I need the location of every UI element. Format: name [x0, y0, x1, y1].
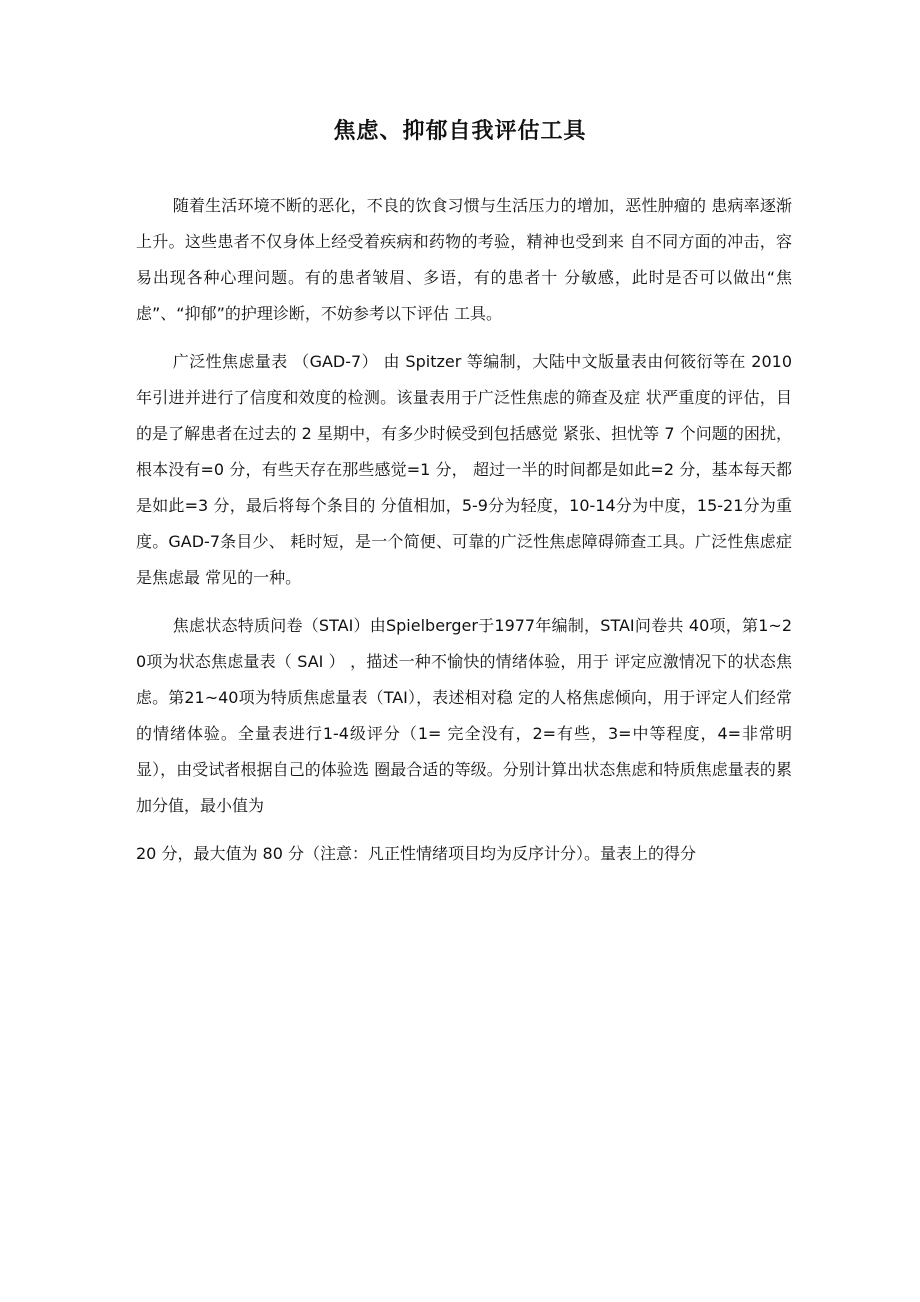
document-body — [136, 188, 792, 884]
paragraph-intro: 随着生活环境不断的恶化，不良的饮食习惯与生活压力的增加，恶性肿瘤的 患病率逐渐上升。这些患者不仅身体上经受着疾病和药物的考验，精神也受到来 自不同方面的冲击，容易出现各种心理问题。有的患者皱眉、多语，有的患者十 分敏感，此时是否可以做出“焦虑”、“抑郁”的护理诊断，不妨参考以下评估 工具。 — [136, 196, 792, 323]
paragraph-score-range: 20 分，最大值为 80 分（注意：凡正性情绪项目均为反序计分）。量表上的得分 — [136, 844, 696, 863]
paragraph-stai: 焦虑状态特质问卷（STAI）由Spielberger于1977年编制，STAI问卷共 40项，第1~20项为状态焦虑量表（ SAI ） ，描述一种不愉快的情绪体验，用于 评定应激情况下的状态焦虑。第21~40项为特质焦虑量表（TAI），表述相对稳 定的人格焦虑倾向，用于评定人们经常的情绪体验。全量表进行1-4级评分（1= 完全没有，2=有些，3=中等程度，4=非常明显），由受试者根据自己的体验选 圈最合适的等级。分别计算出状态焦虑和特质焦虑量表的累加分值，最小值为 — [136, 616, 792, 815]
paragraph-gad7: 广泛性焦虑量表 （GAD-7） 由 Spitzer 等编制，大陆中文版量表由何筱衍等在 2010 年引进并进行了信度和效度的检测。该量表用于广泛性焦虑的筛查及症 状严重度的评估，目的是了解患者在过去的 2 星期中，有多少时候受到包括感觉 紧张、担忧等 7 个问题的困扰，根本没有=0 分，有些天存在那些感觉=1 分， 超过一半的时间都是如此=2 分，基本每天都是如此=3 分，最后将每个条目的 分值相加，5-9分为轻度，10-14分为中度，15-21分为重度。GAD-7条目少、 耗时短，是一个简便、可靠的广泛性焦虑障碍筛查工具。广泛性焦虑症是焦虑最 常见的一种。 — [136, 352, 792, 587]
document-title: 焦虑、抑郁自我评估工具 — [333, 119, 587, 144]
